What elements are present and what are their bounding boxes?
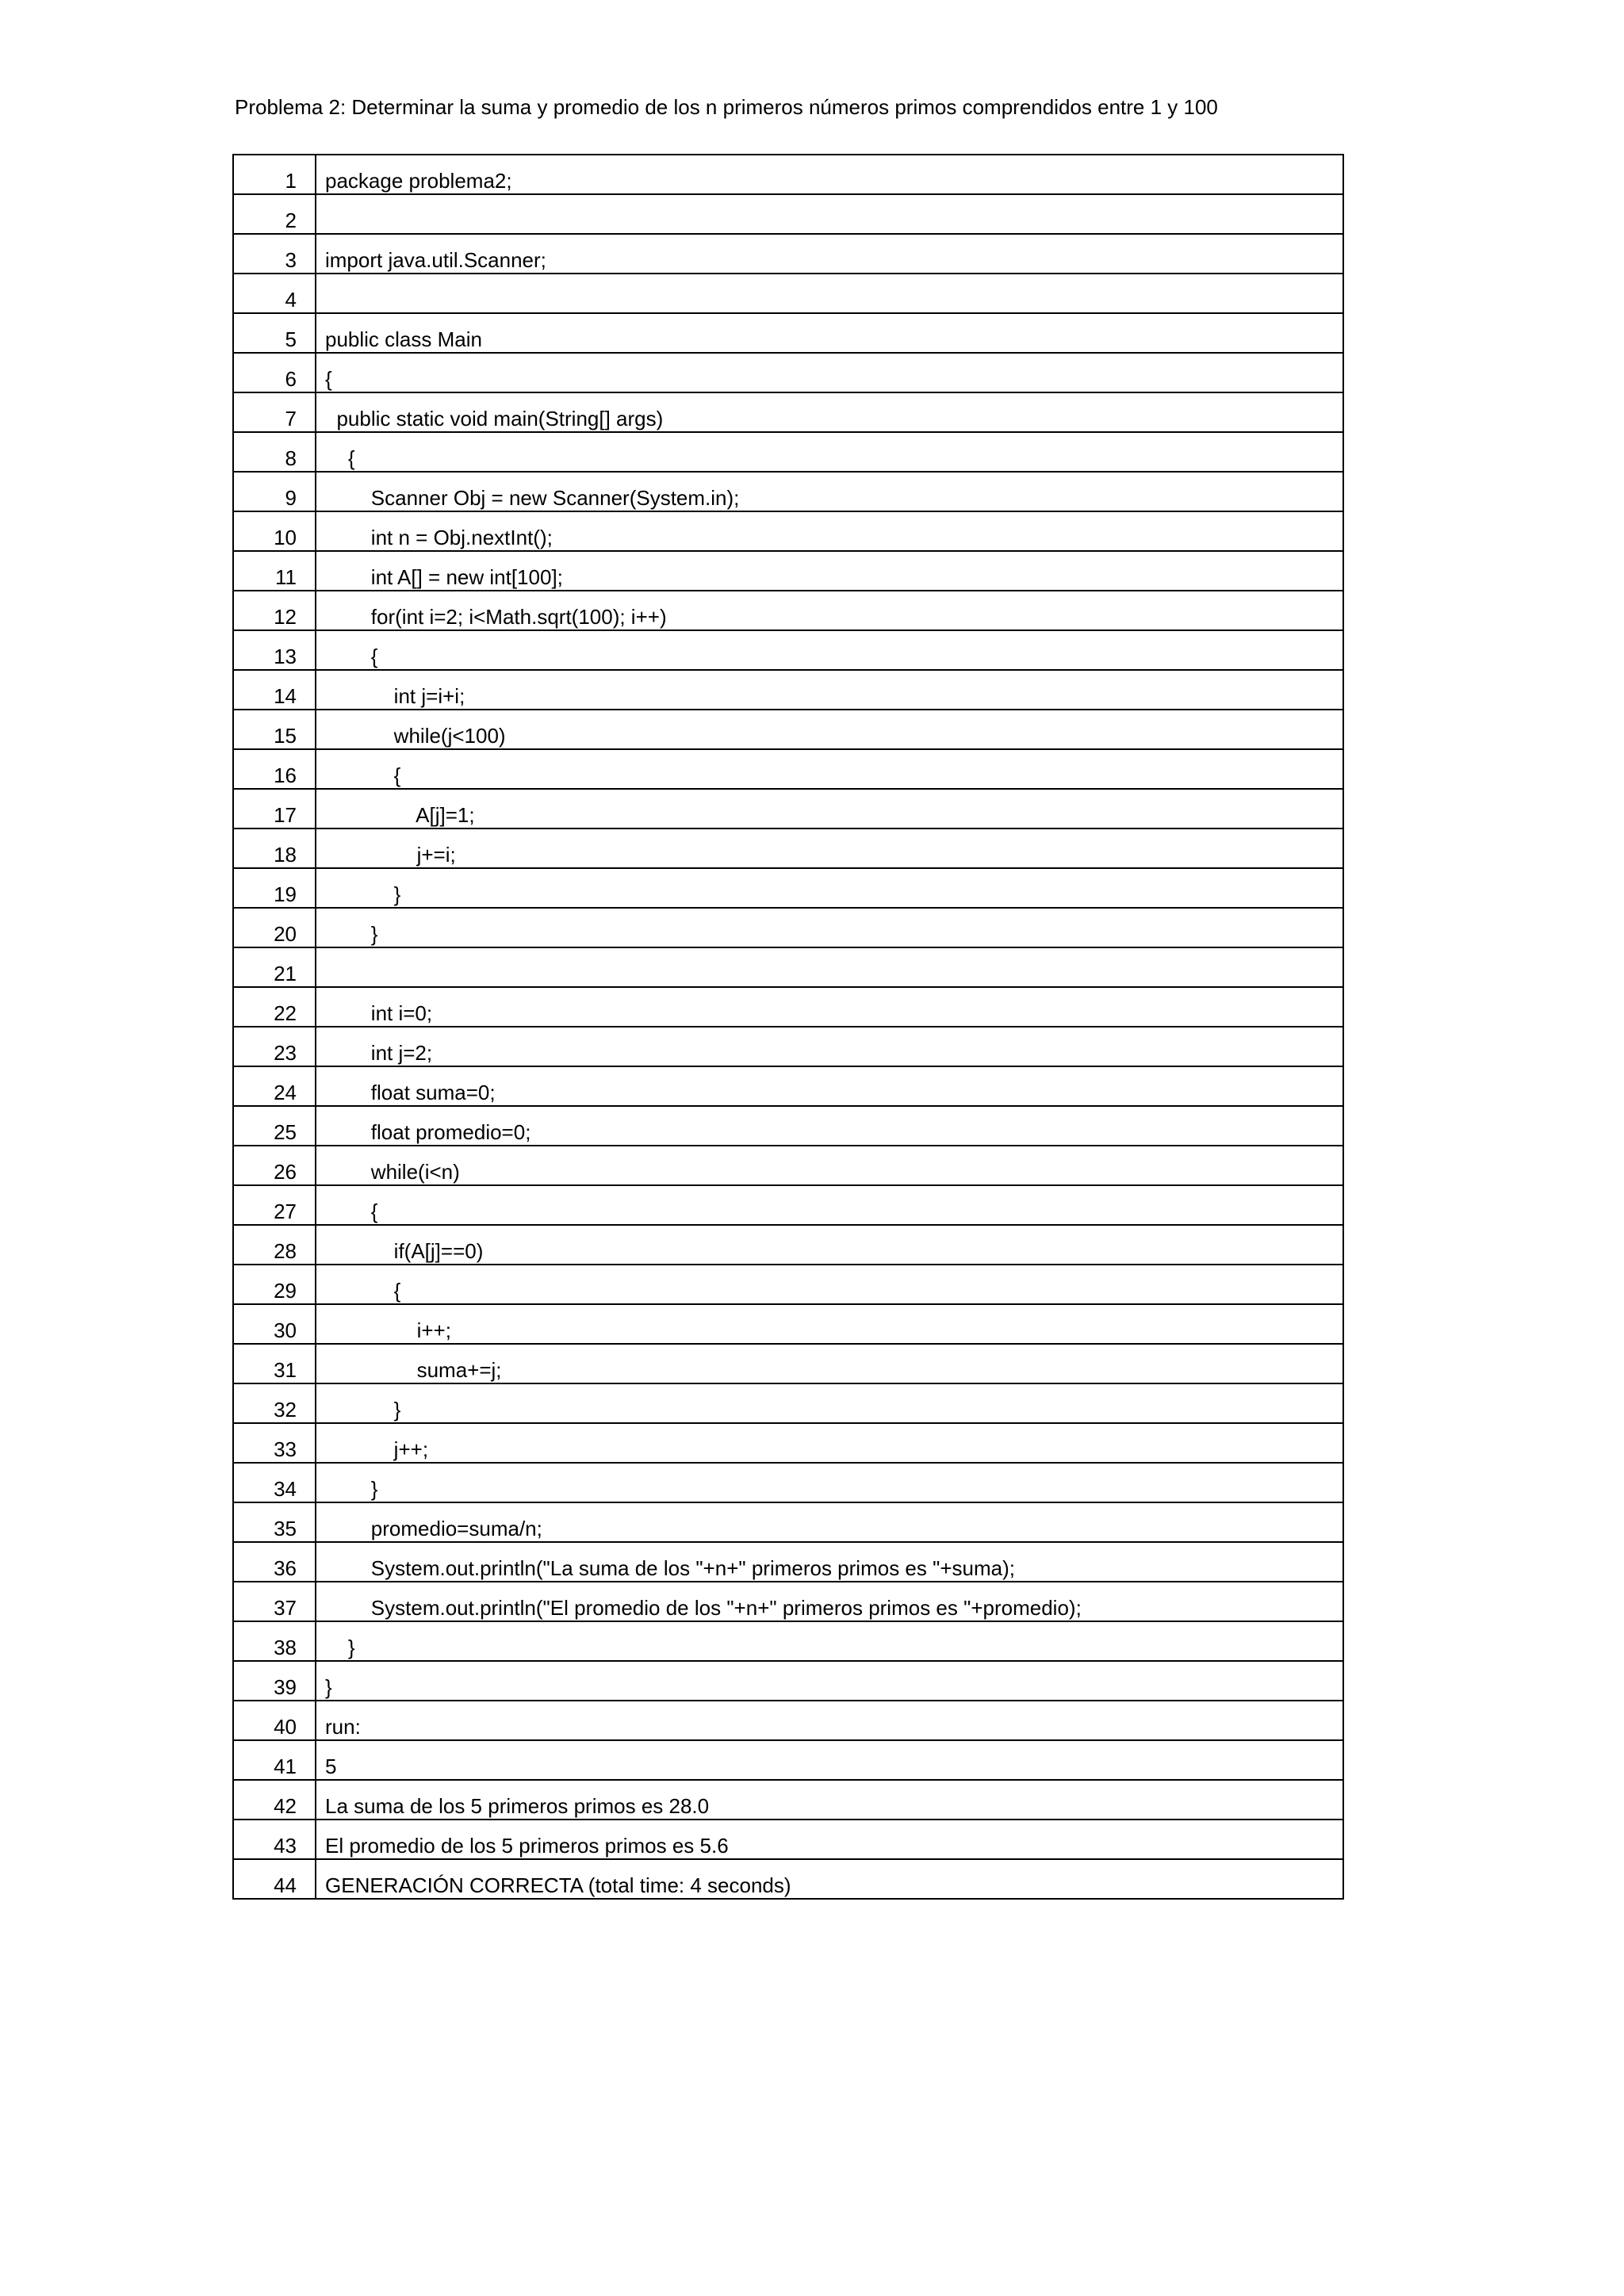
code-line-row [233, 630, 1343, 670]
code-text: { [316, 353, 1343, 392]
code-text: int j=2; [316, 1027, 1343, 1066]
code-line-row [233, 749, 1343, 789]
code-text: promedio=suma/n; [316, 1502, 1343, 1542]
code-line-row [233, 392, 1343, 432]
code-line-row [233, 1463, 1343, 1502]
code-text: { [316, 1185, 1343, 1225]
code-line-row [233, 1383, 1343, 1423]
code-text: int A[] = new int[100]; [316, 551, 1343, 591]
code-line-row [233, 194, 1343, 234]
line-number: 17 [233, 789, 316, 828]
line-number: 25 [233, 1106, 316, 1146]
line-number: 7 [233, 392, 316, 432]
code-text: { [316, 749, 1343, 789]
code-line-row [233, 1740, 1343, 1780]
code-line-row [233, 1106, 1343, 1146]
line-number: 38 [233, 1621, 316, 1661]
code-text: suma+=j; [316, 1344, 1343, 1383]
code-line-row [233, 1225, 1343, 1265]
code-text: } [316, 868, 1343, 908]
code-text: } [316, 908, 1343, 947]
code-text: { [316, 630, 1343, 670]
line-number: 9 [233, 472, 316, 511]
code-line-row [233, 789, 1343, 828]
code-line-row [233, 1423, 1343, 1463]
code-text: System.out.println("La suma de los "+n+" primeros primos es "+suma); [316, 1542, 1343, 1582]
line-number: 33 [233, 1423, 316, 1463]
code-text: import java.util.Scanner; [316, 234, 1343, 274]
code-line-row [233, 155, 1343, 194]
line-number: 29 [233, 1265, 316, 1304]
code-text: for(int i=2; i<Math.sqrt(100); i++) [316, 591, 1343, 630]
code-text: public static void main(String[] args) [316, 392, 1343, 432]
line-number: 27 [233, 1185, 316, 1225]
code-text: run: [316, 1701, 1343, 1740]
line-number: 12 [233, 591, 316, 630]
code-line-row [233, 1859, 1343, 1899]
line-number: 43 [233, 1820, 316, 1859]
line-number: 42 [233, 1780, 316, 1820]
line-number: 13 [233, 630, 316, 670]
code-line-row [233, 1661, 1343, 1701]
code-text: package problema2; [316, 155, 1343, 194]
code-line-row [233, 551, 1343, 591]
code-text: } [316, 1383, 1343, 1423]
line-number: 20 [233, 908, 316, 947]
code-line-row [233, 1621, 1343, 1661]
line-number: 15 [233, 710, 316, 749]
code-line-row [233, 1304, 1343, 1344]
code-line-row [233, 1265, 1343, 1304]
code-line-row [233, 472, 1343, 511]
code-text [316, 947, 1343, 987]
line-number: 26 [233, 1146, 316, 1185]
code-line-row [233, 313, 1343, 353]
code-text: i++; [316, 1304, 1343, 1344]
code-text: int n = Obj.nextInt(); [316, 511, 1343, 551]
line-number: 22 [233, 987, 316, 1027]
line-number: 35 [233, 1502, 316, 1542]
line-number: 37 [233, 1582, 316, 1621]
code-listing-body [233, 155, 1343, 1899]
code-text: A[j]=1; [316, 789, 1343, 828]
code-line-row [233, 274, 1343, 313]
code-line-row [233, 1701, 1343, 1740]
line-number: 30 [233, 1304, 316, 1344]
code-text: 5 [316, 1740, 1343, 1780]
line-number: 28 [233, 1225, 316, 1265]
line-number: 18 [233, 828, 316, 868]
code-line-row [233, 1542, 1343, 1582]
code-text: El promedio de los 5 primeros primos es 5.6 [316, 1820, 1343, 1859]
code-line-row [233, 670, 1343, 710]
code-text: int j=i+i; [316, 670, 1343, 710]
code-text: public class Main [316, 313, 1343, 353]
code-line-row [233, 1066, 1343, 1106]
code-text: Scanner Obj = new Scanner(System.in); [316, 472, 1343, 511]
code-line-row [233, 987, 1343, 1027]
code-text: { [316, 1265, 1343, 1304]
code-text: if(A[j]==0) [316, 1225, 1343, 1265]
line-number: 24 [233, 1066, 316, 1106]
code-text: j+=i; [316, 828, 1343, 868]
document-title: Problema 2: Determinar la suma y promedio de los n primeros números primos comprendidos entre 1 y 100 [235, 95, 1218, 119]
code-line-row [233, 947, 1343, 987]
code-text: while(i<n) [316, 1146, 1343, 1185]
line-number: 3 [233, 234, 316, 274]
code-text: float promedio=0; [316, 1106, 1343, 1146]
code-line-row [233, 1027, 1343, 1066]
code-text: } [316, 1463, 1343, 1502]
code-line-row [233, 591, 1343, 630]
code-text: GENERACIÓN CORRECTA (total time: 4 seconds) [316, 1859, 1343, 1899]
line-number: 23 [233, 1027, 316, 1066]
line-number: 4 [233, 274, 316, 313]
line-number: 11 [233, 551, 316, 591]
line-number: 31 [233, 1344, 316, 1383]
code-listing-table [232, 154, 1344, 1900]
code-line-row [233, 1502, 1343, 1542]
code-line-row [233, 1344, 1343, 1383]
line-number: 8 [233, 432, 316, 472]
code-line-row [233, 1146, 1343, 1185]
code-line-row [233, 828, 1343, 868]
line-number: 16 [233, 749, 316, 789]
code-line-row [233, 432, 1343, 472]
line-number: 34 [233, 1463, 316, 1502]
line-number: 6 [233, 353, 316, 392]
line-number: 19 [233, 868, 316, 908]
code-line-row [233, 353, 1343, 392]
line-number: 1 [233, 155, 316, 194]
code-line-row [233, 1582, 1343, 1621]
code-text: int i=0; [316, 987, 1343, 1027]
line-number: 41 [233, 1740, 316, 1780]
code-line-row [233, 234, 1343, 274]
line-number: 5 [233, 313, 316, 353]
code-line-row [233, 1185, 1343, 1225]
line-number: 36 [233, 1542, 316, 1582]
code-text: } [316, 1661, 1343, 1701]
code-line-row [233, 511, 1343, 551]
line-number: 32 [233, 1383, 316, 1423]
code-line-row [233, 908, 1343, 947]
code-text: System.out.println("El promedio de los "+n+" primeros primos es "+promedio); [316, 1582, 1343, 1621]
code-text: { [316, 432, 1343, 472]
code-text [316, 274, 1343, 313]
code-text [316, 194, 1343, 234]
code-text: float suma=0; [316, 1066, 1343, 1106]
line-number: 21 [233, 947, 316, 987]
code-line-row [233, 1780, 1343, 1820]
code-line-row [233, 1820, 1343, 1859]
code-text: } [316, 1621, 1343, 1661]
line-number: 14 [233, 670, 316, 710]
code-line-row [233, 710, 1343, 749]
code-text: while(j<100) [316, 710, 1343, 749]
line-number: 40 [233, 1701, 316, 1740]
line-number: 44 [233, 1859, 316, 1899]
line-number: 2 [233, 194, 316, 234]
code-text: j++; [316, 1423, 1343, 1463]
code-line-row [233, 868, 1343, 908]
code-text: La suma de los 5 primeros primos es 28.0 [316, 1780, 1343, 1820]
line-number: 10 [233, 511, 316, 551]
line-number: 39 [233, 1661, 316, 1701]
